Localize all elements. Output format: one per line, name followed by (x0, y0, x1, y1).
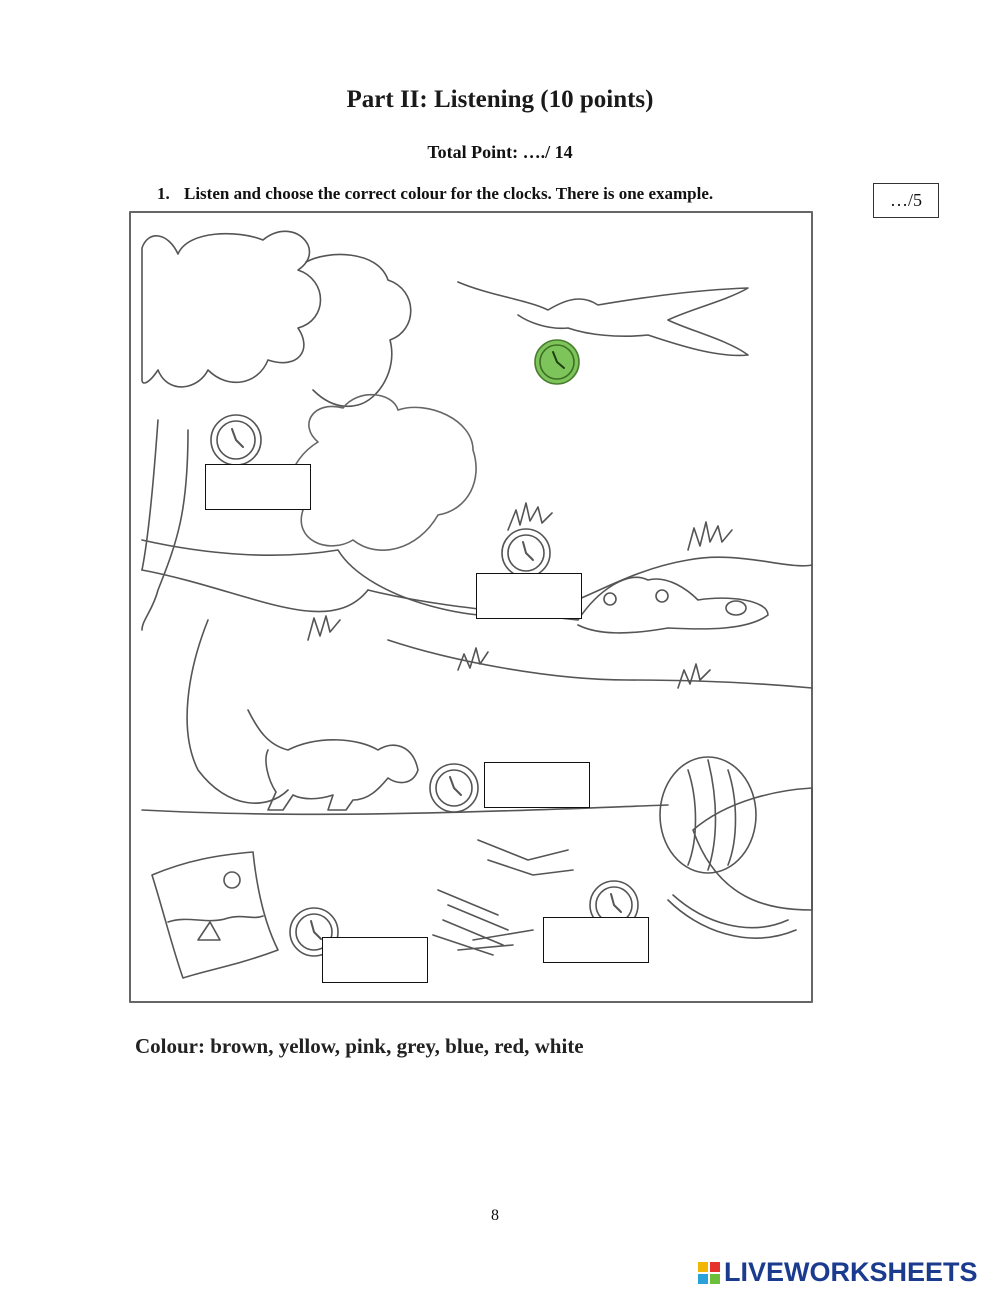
watermelons (660, 757, 812, 938)
answer-box-watermelon[interactable] (543, 917, 649, 963)
answer-box-crocodile[interactable] (476, 573, 582, 619)
clock-tree-icon (211, 415, 261, 465)
picture-scene (128, 210, 814, 1004)
dog (248, 710, 418, 810)
bush (289, 395, 476, 551)
question-text: Listen and choose the correct colour for the clocks. There is one example. (184, 184, 714, 203)
liveworksheets-logo (698, 1257, 978, 1288)
bird (458, 282, 748, 355)
liveworksheets-logo-icon (698, 1262, 720, 1284)
answer-box-dog[interactable] (484, 762, 590, 808)
clock-crocodile-icon (502, 529, 550, 577)
answer-box-carrots[interactable] (322, 937, 428, 983)
answer-box-tree[interactable] (205, 464, 311, 510)
colour-options: Colour: brown, yellow, pink, grey, blue, red, white (135, 1034, 584, 1058)
question-number: 1. (157, 184, 170, 203)
total-point: Total Point: …./ 14 (427, 142, 573, 162)
pillow (152, 852, 278, 978)
clock-dog-icon (430, 764, 478, 812)
clock-example-icon (535, 340, 579, 384)
question-score-box: …/5 (873, 183, 939, 218)
brand-name: LIVEWORKSHEETS (724, 1257, 978, 1287)
page-number: 8 (491, 1207, 499, 1224)
question-instruction (157, 184, 713, 204)
tree-canopy (142, 231, 321, 387)
page-title: Part II: Listening (10 points) (346, 86, 654, 113)
